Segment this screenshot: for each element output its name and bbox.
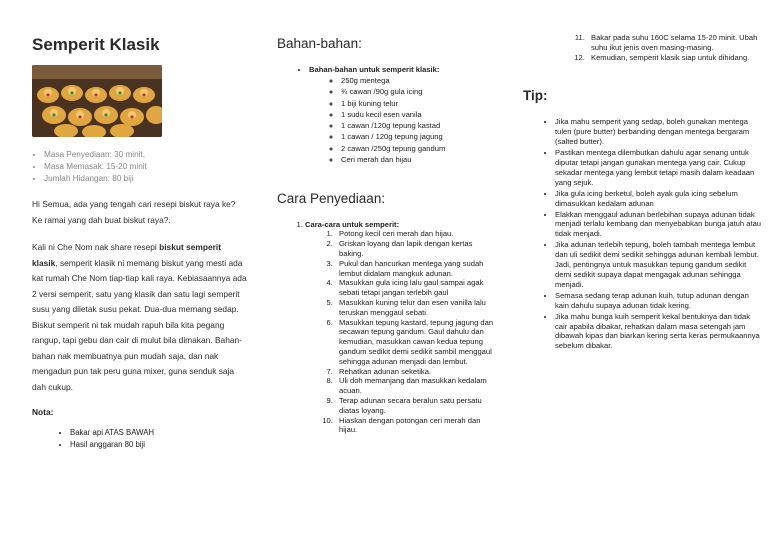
- tips-column: [523, 0, 763, 352]
- method-steps: [305, 229, 497, 435]
- ingredients-list: [309, 75, 497, 165]
- method-step: 6. Masukkan tepung kastard, tepung jagung dan secawan tepung gandum. Gaul dahulu dan kemudian, masukkan cawan kedua tepung gandum sedikit demi sedikit sambil menggaul sehingga adunan menjadi dan lembut.: [335, 318, 497, 367]
- description-text-a: Kali ni Che Nom nak share resepi: [32, 242, 160, 252]
- method-step: 5. Masukkan kuning telur dan esen vanilla lalu teruskan menggaul sebati.: [335, 298, 497, 318]
- description-paragraph: [32, 240, 247, 395]
- ingredient-item: ◦ 1 biji kuning telur: [341, 98, 497, 109]
- method-step: 3. Pukul dan hancurkan mentega yang sudah lembut didalam mangkuk adunan.: [335, 259, 497, 279]
- ingredients-sublabel: Bahan-bahan untuk semperit klasik:: [309, 65, 440, 74]
- method-step: 10. Hiaskan dengan potongan ceri merah dan hijau.: [335, 416, 497, 436]
- servings: • Jumlah Hidangan: 80 biji: [44, 173, 247, 185]
- tips-heading: Tip:: [523, 88, 548, 104]
- cook-time: • Masa Memasak: 15-20 minit: [44, 161, 247, 173]
- method-steps-continued: [523, 33, 763, 62]
- method-step: 8. Uli doh memanjang dan masukkan kedalam acuan.: [335, 376, 497, 396]
- method-sublabel: Cara-cara untuk semperit:: [305, 220, 400, 230]
- ingredient-item: ◦ 2 cawan /250g tepung gandum: [341, 143, 497, 154]
- tip-item: • Jika mahu semperit yang sedap, boleh gunakan mentega tulen (pure butter) berbanding dengan mentega bergaram (salted butter).: [555, 117, 763, 147]
- tip-item: • Pastikan mentega dilembutkan dahulu agar senang untuk diputar tetapi jangan gunakan mentega yang cair. Cukup sekadar mentega yang lembut tetapi masih dalam keadaan yang sejuk.: [555, 148, 763, 188]
- method-step: 4. Masukkan gula icing lalu gaul sampai agak sebati tetapi jangan terlebih gaul: [335, 278, 497, 298]
- ingredients-heading: Bahan-bahan:: [277, 36, 362, 51]
- ingredients-section: [277, 65, 497, 165]
- prep-time: • Masa Penyediaan: 30 minit,: [44, 149, 247, 161]
- cookie-photo-graphic: [32, 65, 162, 137]
- page-title: Semperit Klasik: [32, 35, 160, 54]
- method-step: 9. Terap adunan secara beralun satu persatu diatas loyang.: [335, 396, 497, 416]
- nota-item: • Hasil anggaran 80 biji: [70, 439, 247, 451]
- ingredient-item: ◦ 1 cawan / 120g tepung jagung: [341, 131, 497, 142]
- nota-label: Nota:: [32, 407, 54, 417]
- method-section: [277, 220, 497, 435]
- ingredient-item: ◦ 1 sudu kecil esen vanila: [341, 109, 497, 120]
- cookie-photo: [32, 65, 162, 137]
- tip-item: • Jika mahu bunga kuih semperit kekal bentuknya dan tidak cair apabila dibakar, rehatkan dalam masa setengah jam dibawah kipas dan biarkan kering serta keras permukaannya sebelum dibakar.: [555, 312, 763, 352]
- recipe-meta-list: [32, 149, 247, 185]
- intro-paragraph: Hi Semua, ada yang tengah cari resepi biskut raya ke? Ke ramai yang dah buat biskut raya?.: [32, 199, 236, 225]
- ingredient-item: ◦ 250g mentega: [341, 75, 497, 86]
- tip-item: • Jika adunan terlebih tepung, boleh tambah mentega lembut dan uli sedikit demi sedikit sehingga adunan kembali lembut. Jadi, pentingnya untuk masukkan tepung gandum sedikit demi sedikit supaya dapat mengagak adunan sehingga menjadi.: [555, 240, 763, 290]
- ingredient-item: ◦ ¾ cawan /90g gula icing: [341, 86, 497, 97]
- method-heading: Cara Penyediaan:: [277, 191, 386, 207]
- ingredient-item: ◦ Ceri merah dan hijau: [341, 154, 497, 165]
- method-step: 12. Kemudian, semperit klasik siap untuk dihidang.: [587, 53, 763, 63]
- tip-item: • Jika gula icing berketul, boleh ayak gula icing sebelum dimasukkan kedalam adunan: [555, 189, 763, 209]
- intro-column: [32, 0, 247, 451]
- tip-item: • Elakkan menggaul adunan berlebihan supaya adunan tidak menjadi terlalu kembang dan menyebabkan bunga jatuh atau tidak menjadi.: [555, 210, 763, 240]
- description-highlight: biskut semperit klasik: [32, 242, 221, 268]
- method-step: 1. Potong kecil ceri merah dan hijau.: [335, 229, 497, 239]
- tips-list: [523, 117, 763, 351]
- ingredient-item: ◦ 1 cawan /120g tepung kastad: [341, 120, 497, 131]
- tip-item: • Semasa sedang terap adunan kuih, tutup adunan dengan kain dahulu supaya adunan tidak kering.: [555, 291, 763, 311]
- method-step: 2. Griskan loyang dan lapik dengan kertas baking.: [335, 239, 497, 259]
- nota-item: • Bakar api ATAS BAWAH: [70, 427, 247, 439]
- method-step: 7. Rehatkan adunan seketika.: [335, 367, 497, 377]
- method-group: [305, 220, 497, 435]
- ingredients-group: [309, 65, 497, 165]
- method-step: 11. Bakar pada suhu 160C selama 15-20 minit. Ubah suhu ikut jenis oven masing-masing.: [587, 33, 763, 53]
- description-text-b: , semperit klasik ni memang biskut yang mesti ada kat rumah Che Nom tiap-tiap kali raya. Kebiasaannya ada 2 versi semperit, satu yang klasik dan satu lagi semperit susu yang diletak susu pekat. Dua-dua memang sedap. Biskut semperit ni tak mudah rapuh bila kita pegang rangup, tapi gebu dan cair di mulut bila dimakan. Bahan-bahan nak membuatnya pun mudah saja, dan nak mengadun pun tak peru guna mixer, guna senduk saja dah cukup.: [32, 257, 247, 392]
- nota-list: [32, 427, 247, 451]
- recipe-column: [277, 0, 497, 435]
